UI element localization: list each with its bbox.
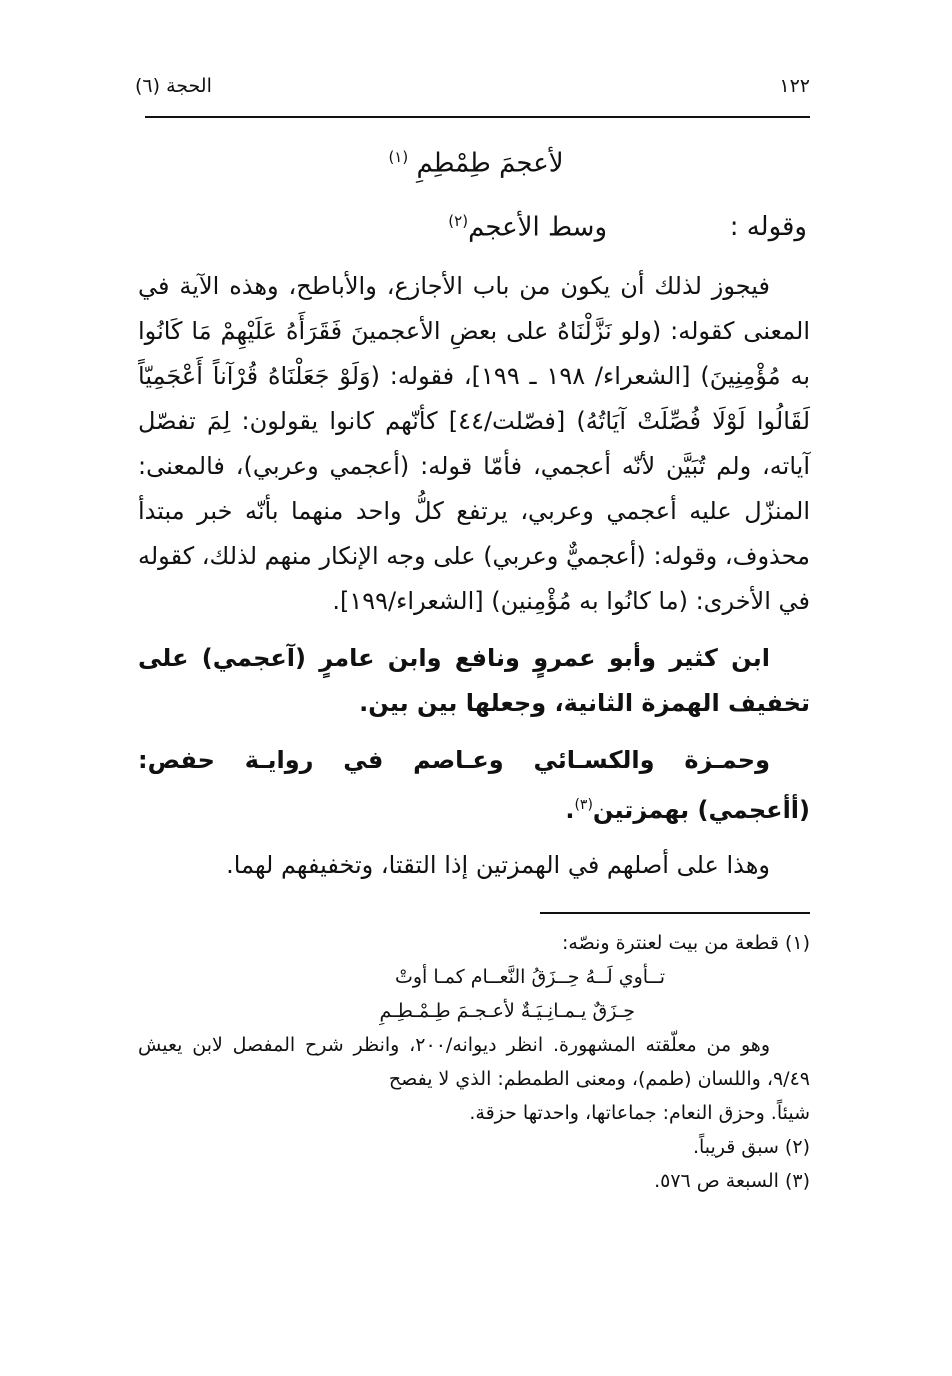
verse-hemistich — [448, 212, 607, 243]
running-title: الحجة (٦) — [135, 75, 212, 97]
footnote-2: (٢) سبق قريباً. — [692, 1136, 810, 1158]
verse-text-1: لأعجمَ طِمْطِمِ — [416, 148, 564, 179]
paragraph-3-end: . — [565, 796, 575, 824]
footnote-1-text-2: شيئاً. وحزق النعام: جماعاتها، واحدتها حزقة. — [469, 1102, 810, 1124]
footnote-1-intro: (١) قطعة من بيت لعنترة ونصّه: — [562, 932, 810, 954]
footnote-ref-3: (٣) — [574, 797, 593, 813]
footnotes — [138, 926, 810, 1198]
footnote-ref-2: (٢) — [448, 212, 469, 230]
footnote-rule — [540, 912, 810, 914]
header-rule — [145, 116, 810, 118]
footnote-3: (٣) السبعة ص ٥٧٦. — [654, 1170, 810, 1192]
verse-intro: وقوله : — [729, 212, 807, 242]
page-header — [135, 66, 810, 106]
main-text — [138, 264, 810, 888]
page-number: ١٢٢ — [779, 75, 810, 97]
footnote-1-verse-1: تــأوي لَــهُ حِــزَقُ النَّعــام كمـا أوتْ — [394, 966, 665, 988]
paragraph-3 — [138, 738, 810, 833]
verse-text-2: وسط الأعجم — [468, 212, 607, 243]
footnote-1-text-1: وهو من معلّقته المشهورة. انظر ديوانه/٢٠٠، وانظر شرح المفصل لابن يعيش ٩/٤٩، واللسان (طمم)، ومعنى الطمطم: الذي لا يفصح — [138, 1034, 810, 1090]
verse-line-1 — [0, 148, 952, 179]
paragraph-2: ابن كثير وأبو عمروٍ ونافع وابن عامرٍ (آعجمي) على تخفيف الهمزة الثانية، وجعلها بين بين. — [138, 644, 810, 717]
footnote-1-verse-2: حِـزَقٌ يـمـانِـيَـةٌ لأعـجـمَ طِـمْـطِـمِ — [379, 1000, 635, 1022]
paragraph-1: فيجوز لذلك أن يكون من باب الأجازع، والأباطح، وهذه الآية في المعنى كقوله: (ولو نَزَّلْنَاهُ على بعضِ الأعجمينَ فَقَرَأَهُ عَلَيْهِمْ مَا كَانُوا به مُؤْمِنِينَ) [الشعراء/ ١٩٨ ـ ١٩٩]، فقوله: (وَلَوْ جَعَلْنَاهُ قُرْآناً أَعْجَمِيّاً لَقَالُوا لَوْلَا فُصِّلَتْ آيَاتُهُ) [فصّلت/٤٤] كأنّهم كانوا يقولون: لِمَ تفصّل آياته، ولم تُبَيَّن لأنّه أعجمي، فأمّا قوله: (أعجمي وعربي)، فالمعنى: المنزّل عليه أعجمي وعربي، يرتفع كلُّ واحد منهما بأنّه خبر مبتدأ محذوف، وقوله: (أعجميٌّ وعربي) على وجه الإنكار منهم لذلك، كقوله في الأخرى: (ما كانُوا به مُؤْمِنين) [الشعراء/١٩٩]. — [138, 272, 811, 615]
footnote-ref-1: (١) — [388, 148, 409, 166]
paragraph-4: وهذا على أصلهم في الهمزتين إذا التقتا، وتخفيفهم لهما. — [226, 851, 770, 879]
verse-line-2 — [145, 212, 807, 252]
paragraph-3-text: وحمـزة والكسـائي وعـاصم في روايـة حفص: (أأعجمي) بهمزتين — [138, 746, 810, 824]
